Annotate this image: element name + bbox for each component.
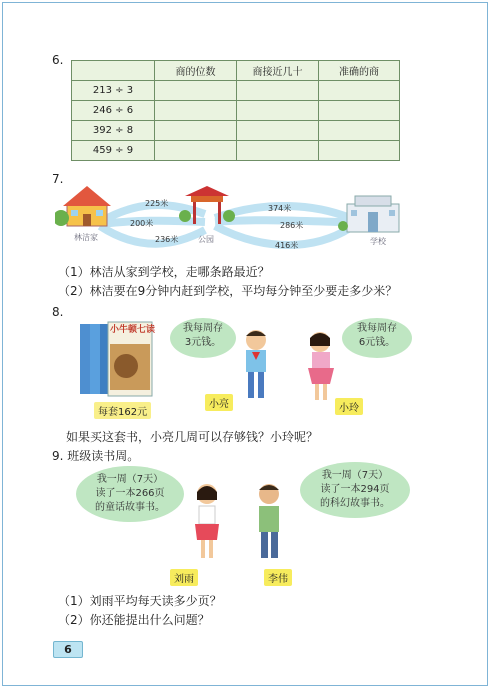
bubble-line: 的科幻故事书。 xyxy=(320,498,390,509)
q8-question: 如果买这套书，小亮几周可以存够钱？小玲呢？ xyxy=(66,430,319,444)
boy-figure xyxy=(246,330,266,398)
answer-cell[interactable] xyxy=(155,121,237,141)
home-label: 林洁家 xyxy=(74,233,98,242)
q7-number: 7. xyxy=(52,172,64,186)
q6-table xyxy=(71,60,400,161)
division-expression: 459 ÷ 9 xyxy=(72,141,155,161)
q7-sub1: （1）林洁从家到学校，走哪条路最近？ xyxy=(58,265,270,279)
bubble-line: 读了一本266页 xyxy=(95,488,165,499)
q9-sub1: （1）刘雨平均每天读多少页？ xyxy=(58,594,222,608)
q9-title: 9. 班级读书周。 xyxy=(52,449,140,463)
house-icon xyxy=(55,186,111,226)
page-number: 6 xyxy=(53,641,83,658)
table-header-cell: 准确的商 xyxy=(319,61,400,81)
q9-sub2: （2）你还能提出什么问题？ xyxy=(58,613,210,627)
children-illustration xyxy=(230,326,350,406)
table-row xyxy=(72,141,400,161)
name-tag: 李伟 xyxy=(264,569,292,586)
distance-label: 286米 xyxy=(280,221,304,230)
answer-cell[interactable] xyxy=(319,141,400,161)
girl-figure xyxy=(308,332,334,400)
price-tag: 每套162元 xyxy=(94,402,151,419)
boy-figure xyxy=(259,484,279,558)
answer-cell[interactable] xyxy=(237,101,319,121)
name-tag: 小亮 xyxy=(205,394,233,411)
bubble-line: 我一周（7天） xyxy=(96,474,164,485)
distance-label: 374米 xyxy=(268,204,292,213)
q8-number: 8. xyxy=(52,305,64,319)
book-title: 小牛顿七读 xyxy=(110,325,156,335)
table-row xyxy=(72,101,400,121)
distance-label: 416米 xyxy=(275,241,299,250)
bubble-line: 我每周存 xyxy=(357,323,397,334)
answer-cell[interactable] xyxy=(319,101,400,121)
speech-bubble xyxy=(300,462,410,518)
answer-cell[interactable] xyxy=(237,141,319,161)
readers-illustration xyxy=(185,478,295,568)
answer-cell[interactable] xyxy=(319,121,400,141)
school-label: 学校 xyxy=(370,237,386,246)
table-row xyxy=(72,81,400,101)
answer-cell[interactable] xyxy=(237,121,319,141)
distance-label: 200米 xyxy=(130,219,154,228)
bubble-line: 6元钱。 xyxy=(358,337,396,348)
bubble-line: 我每周存 xyxy=(183,323,223,334)
table-header-cell: 商的位数 xyxy=(155,61,237,81)
park-label: 公园 xyxy=(198,235,214,244)
bubble-line: 我一周（7天） xyxy=(321,470,389,481)
division-expression: 246 ÷ 6 xyxy=(72,101,155,121)
answer-cell[interactable] xyxy=(237,81,319,101)
answer-cell[interactable] xyxy=(319,81,400,101)
girl-figure xyxy=(195,484,219,558)
speech-bubble xyxy=(342,318,412,358)
q6-number: 6. xyxy=(52,53,64,67)
table-row xyxy=(72,121,400,141)
bubble-line: 的童话故事书。 xyxy=(95,502,165,513)
table-header-cell xyxy=(72,61,155,81)
bubble-line: 3元钱。 xyxy=(184,337,222,348)
name-tag: 刘雨 xyxy=(170,569,198,586)
speech-bubble xyxy=(170,318,236,358)
answer-cell[interactable] xyxy=(155,141,237,161)
answer-cell[interactable] xyxy=(155,81,237,101)
distance-label: 225米 xyxy=(145,199,169,208)
division-expression: 213 ÷ 3 xyxy=(72,81,155,101)
table-header-cell: 商接近几十 xyxy=(237,61,319,81)
q7-sub2: （2）林洁要在9分钟内赶到学校，平均每分钟至少要走多少米？ xyxy=(58,284,398,298)
route-map xyxy=(55,182,405,254)
school-icon xyxy=(338,196,399,232)
table-header-row xyxy=(72,61,400,81)
distance-label: 236米 xyxy=(155,235,179,244)
bubble-line: 读了一本294页 xyxy=(320,484,390,495)
name-tag: 小玲 xyxy=(335,398,363,415)
division-expression: 392 ÷ 8 xyxy=(72,121,155,141)
speech-bubble xyxy=(76,466,184,522)
answer-cell[interactable] xyxy=(155,101,237,121)
